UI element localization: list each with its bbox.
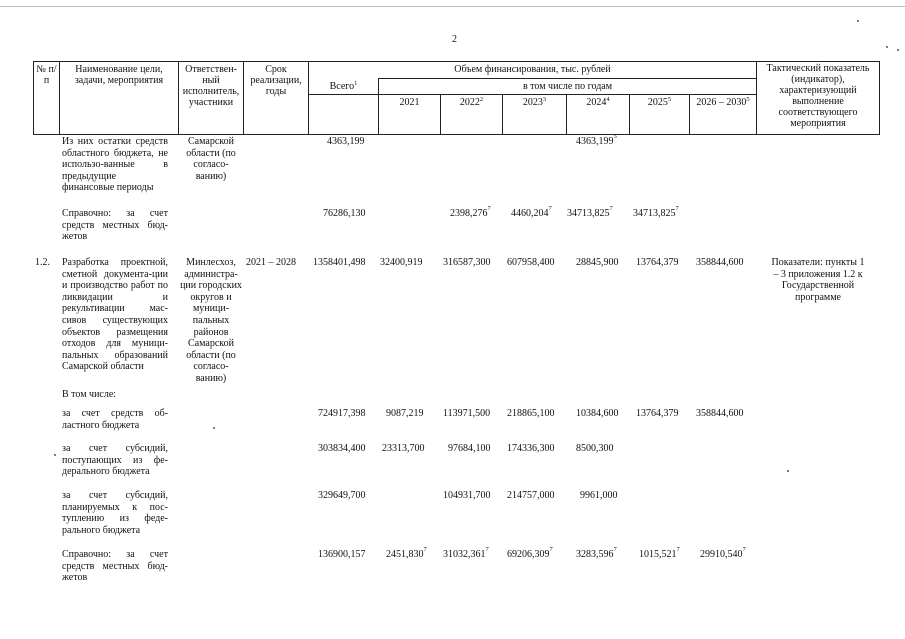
row-2021: 2451,830$^7$ <box>386 546 427 560</box>
row-2023: 607958,400 <box>507 257 555 268</box>
row-total: 136900,157 <box>318 549 366 560</box>
row-responsible: Самарской области (по согласо-ванию) <box>186 136 236 182</box>
header-name: Наименование цели, задачи, мероприятия <box>74 64 164 86</box>
row-name: за счет субсидий, планируемых к пос-туплению из феде-рального бюджета <box>62 490 168 536</box>
row-name: Справочно: за счет средств местных бюд-жетов <box>62 208 168 243</box>
row-2025: 13764,379 <box>636 257 679 268</box>
row-number: 1.2. <box>35 257 50 268</box>
row-total: 329649,700 <box>318 490 366 501</box>
header-total: Всего$^1$ <box>329 80 358 92</box>
header-num: № п/п <box>36 64 57 86</box>
row-2023: 174336,300 <box>507 443 555 454</box>
row-2024: 34713,825$^7$ <box>567 205 613 219</box>
header-line-years <box>378 94 756 95</box>
row-total: 4363,199 <box>327 136 365 147</box>
header-period: Срок реализации, годы <box>250 64 302 97</box>
row-period: 2021 – 2028 <box>246 257 296 268</box>
row-2024: 4363,199$^5$ <box>576 133 617 147</box>
header-responsible: Ответствен-ный исполнитель, участники <box>182 64 240 108</box>
row-2026-2030: 358844,600 <box>696 257 744 268</box>
row-2022: 2398,276$^7$ <box>450 205 491 219</box>
scan-edge-line <box>0 6 905 7</box>
header-year-2023: 2023$^3$ <box>522 96 547 108</box>
row-subheading: В том числе: <box>62 389 117 400</box>
header-indicator: Тактический показатель (индикатор), характеризующий выполнение соответствующего мероприятия <box>766 63 870 129</box>
row-2022: 97684,100 <box>448 443 491 454</box>
header-year-2026-2030: 2026 – 2030$^5$ <box>696 96 750 108</box>
header-year-2022: 2022$^2$ <box>459 96 484 108</box>
row-2021: 9087,219 <box>386 408 424 419</box>
row-2026-2030: 358844,600 <box>696 408 744 419</box>
row-name: Разработка проектной, сметной документа-ции и производство работ по ликвидации и рекультивации мас-сивов существующих объектов размещения отходов для муници-пальных образований Самарской области <box>62 257 168 373</box>
row-2023: 69206,309$^7$ <box>507 546 553 560</box>
row-name: Из них остатки средств областного бюджета, не использо-ванные в предыдущие финансовые периоды <box>62 136 168 194</box>
row-2025: 13764,379 <box>636 408 679 419</box>
row-2021: 23313,700 <box>382 443 425 454</box>
row-responsible: Минлесхоз, администра-ции городских округов и муници-пальных районов Самарской области (по согласо-ванию) <box>180 257 242 384</box>
row-2024: 3283,596$^7$ <box>576 546 617 560</box>
row-2022: 316587,300 <box>443 257 491 268</box>
page-number: 2 <box>452 34 457 45</box>
row-2024: 8500,300 <box>576 443 614 454</box>
scan-speck <box>857 20 859 22</box>
row-name: Справочно: за счет средств местных бюд-жетов <box>62 549 168 584</box>
row-name: за счет субсидий, поступающих из фе-дерального бюджета <box>62 443 168 478</box>
header-line-by-years <box>378 78 756 79</box>
scan-speck <box>886 46 888 48</box>
row-2024: 10384,600 <box>576 408 619 419</box>
row-2024: 28845,900 <box>576 257 619 268</box>
table-top-border <box>33 61 879 62</box>
row-2025: 34713,825$^7$ <box>633 205 679 219</box>
scan-speck <box>897 49 899 51</box>
scan-speck <box>213 427 215 429</box>
row-2021: 32400,919 <box>380 257 423 268</box>
header-line-total <box>308 94 378 95</box>
row-total: 303834,400 <box>318 443 366 454</box>
row-2026-2030: 29910,540$^7$ <box>700 546 746 560</box>
scan-speck <box>787 470 789 472</box>
row-name: за счет средств об-ластного бюджета <box>62 408 168 431</box>
row-2023: 214757,000 <box>507 490 555 501</box>
row-2022: 113971,500 <box>443 408 491 419</box>
row-total: 76286,130 <box>323 208 366 219</box>
row-2022: 104931,700 <box>443 490 491 501</box>
header-funding: Объем финансирования, тыс. рублей <box>454 64 611 75</box>
col-border <box>879 61 880 135</box>
row-2025: 1015,521$^7$ <box>639 546 680 560</box>
col-border <box>59 61 60 135</box>
row-2023: 218865,100 <box>507 408 555 419</box>
row-2024: 9961,000 <box>580 490 618 501</box>
scan-speck <box>54 454 56 456</box>
row-total: 1358401,498 <box>313 257 366 268</box>
row-2023: 4460,204$^7$ <box>511 205 552 219</box>
header-year-2021: 2021 <box>399 97 420 108</box>
row-2022: 31032,361$^7$ <box>443 546 489 560</box>
row-total: 724917,398 <box>318 408 366 419</box>
header-year-2024: 2024$^4$ <box>586 96 610 108</box>
header-year-2025: 2025$^5$ <box>647 96 672 108</box>
col-border <box>756 61 757 135</box>
row-indicator: Показатели: пункты 1 – 3 приложения 1.2 к Государственной программе <box>771 257 865 303</box>
header-bottom-border <box>33 134 879 135</box>
header-by-year: в том числе по годам <box>522 81 613 92</box>
